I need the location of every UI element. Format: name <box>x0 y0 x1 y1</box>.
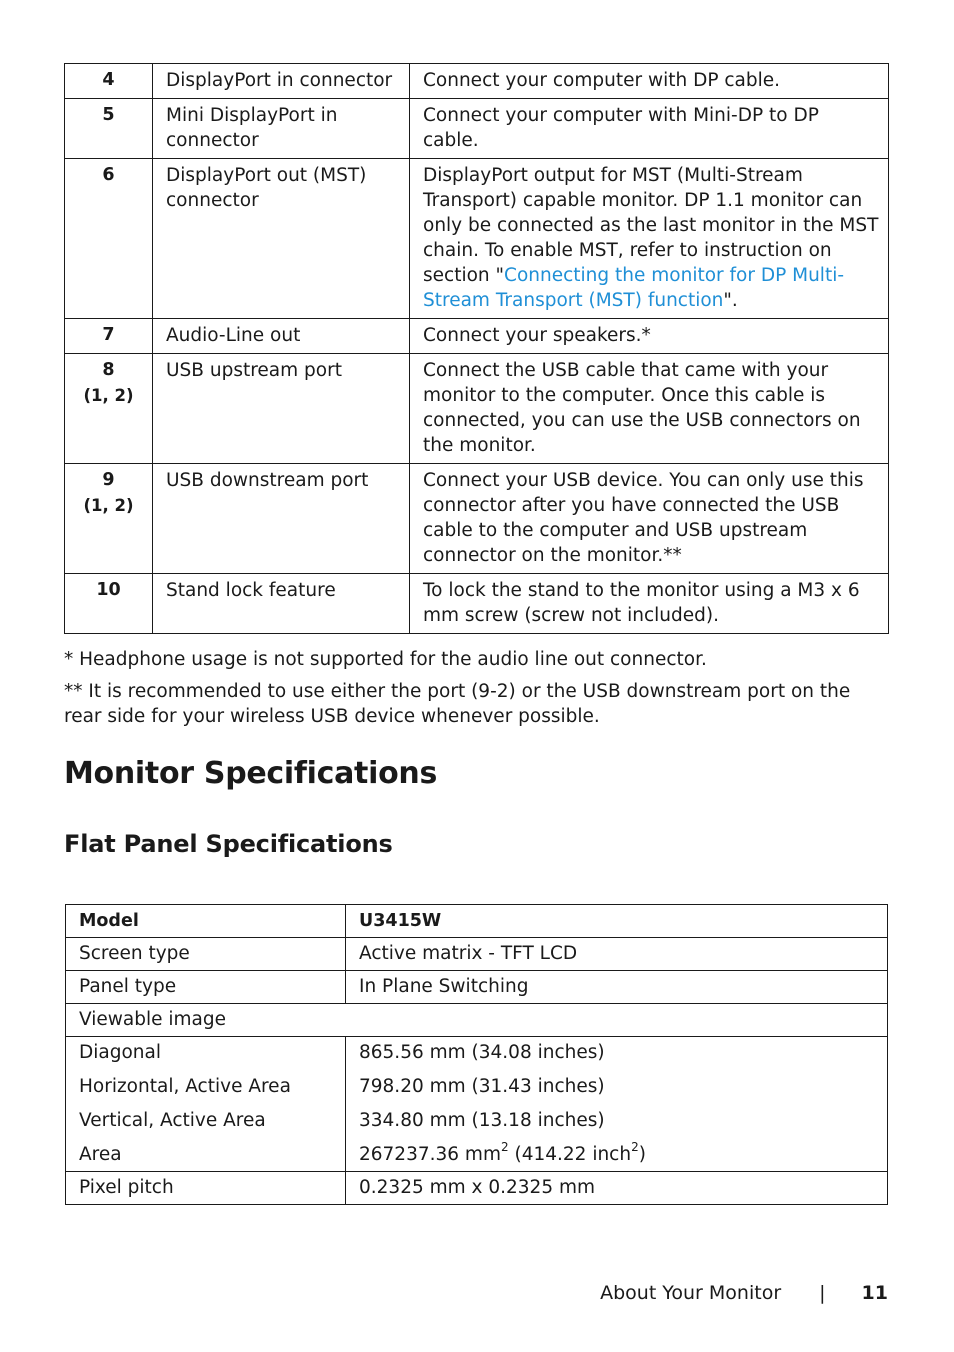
spec-label: Diagonal <box>79 1042 161 1063</box>
spec-label: Screen type <box>66 938 346 971</box>
connector-description: Connect your speakers.* <box>410 319 889 354</box>
table-row <box>66 1172 888 1205</box>
spec-label: Horizontal, Active Area <box>79 1076 291 1097</box>
connector-number: 7 <box>65 319 153 354</box>
connector-description: Connect the USB cable that came with your monitor to the computer. Once this cable is connected, you can use the USB connectors on the monitor. <box>410 354 889 464</box>
footer-separator: | <box>819 1282 826 1304</box>
section-title: Monitor Specifications <box>64 756 437 791</box>
spec-label: Pixel pitch <box>66 1172 346 1205</box>
spec-label-stack <box>66 1037 346 1172</box>
table-row <box>65 99 889 159</box>
connector-number: 10 <box>65 574 153 634</box>
connector-name: DisplayPort in connector <box>153 64 410 99</box>
spec-value-stack <box>346 1037 888 1172</box>
footer-section-title: About Your Monitor <box>600 1282 782 1304</box>
table-row <box>66 938 888 971</box>
spec-value: 334.80 mm (13.18 inches) <box>359 1110 605 1131</box>
connector-description: Connect your USB device. You can only use this connector after you have connected the USB cable to the computer and USB upstream connector on the monitor.** <box>410 464 889 574</box>
connector-name: Audio-Line out <box>153 319 410 354</box>
table-row <box>65 574 889 634</box>
spec-table <box>65 904 888 1205</box>
connector-name: DisplayPort out (MST) connector <box>153 159 410 319</box>
table-row <box>66 971 888 1004</box>
table-row <box>65 159 889 319</box>
connector-number: 4 <box>65 64 153 99</box>
spec-value: In Plane Switching <box>346 971 888 1004</box>
connector-name: Mini DisplayPort in connector <box>153 99 410 159</box>
page-number: 11 <box>861 1282 888 1304</box>
table-row <box>65 464 889 574</box>
spec-label: Panel type <box>66 971 346 1004</box>
connector-name: Stand lock feature <box>153 574 410 634</box>
connector-description: To lock the stand to the monitor using a M3 x 6 mm screw (screw not included). <box>410 574 889 634</box>
spec-label: Vertical, Active Area <box>79 1110 266 1131</box>
connector-description: Connect your computer with Mini-DP to DP cable. <box>410 99 889 159</box>
spec-value: Active matrix - TFT LCD <box>346 938 888 971</box>
connector-number: 6 <box>65 159 153 319</box>
spec-value: 798.20 mm (31.43 inches) <box>359 1076 605 1097</box>
mst-section-link[interactable]: Connecting the monitor for DP Multi-Stream Transport (MST) function <box>423 265 845 311</box>
footnote-wireless-usb: ** It is recommended to use either the port (9-2) or the USB downstream port on the rear side for your wireless USB device whenever possible. <box>64 681 851 727</box>
footnote-headphone: * Headphone usage is not supported for the audio line out connector. <box>64 649 707 670</box>
connector-number: 5 <box>65 99 153 159</box>
page-footer <box>600 1281 888 1306</box>
table-header-row <box>66 905 888 938</box>
connector-number: 8 (1, 2) <box>65 354 153 464</box>
spec-value: 0.2325 mm x 0.2325 mm <box>346 1172 888 1205</box>
connector-name: USB downstream port <box>153 464 410 574</box>
spec-group-label: Viewable image <box>66 1004 888 1037</box>
connector-description: Connect your computer with DP cable. <box>410 64 889 99</box>
spec-value: U3415W <box>346 905 888 938</box>
table-row <box>66 1037 888 1172</box>
connector-number: 9 (1, 2) <box>65 464 153 574</box>
connector-name: USB upstream port <box>153 354 410 464</box>
subsection-title: Flat Panel Specifications <box>64 830 393 858</box>
table-row <box>66 1004 888 1037</box>
spec-value: 267237.36 $mm^2$ (414.22 inch$^2$) <box>359 1139 646 1165</box>
table-row <box>65 354 889 464</box>
table-row <box>65 319 889 354</box>
connector-description: DisplayPort output for MST (Multi-Stream Transport) capable monitor. DP 1.1 monitor can only be connected as the last monitor in the MST chain. To enable MST, refer to instruction on section "Connecting the monitor for DP Multi-Stream Transport (MST) function". <box>410 159 889 319</box>
spec-label: Model <box>66 905 346 938</box>
connector-table <box>64 63 889 634</box>
table-row <box>65 64 889 99</box>
spec-label: Area <box>79 1144 122 1165</box>
spec-value: 865.56 mm (34.08 inches) <box>359 1042 605 1063</box>
